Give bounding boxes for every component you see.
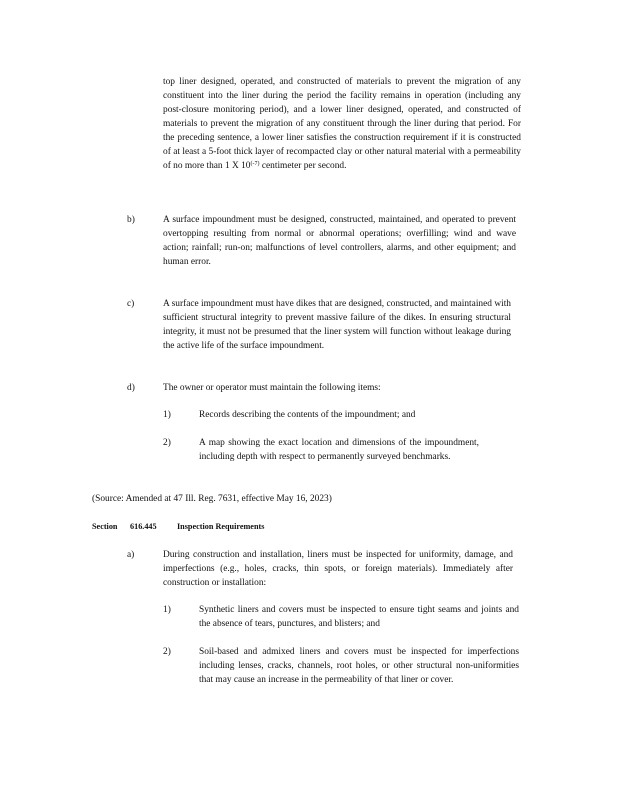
item-d2-text: A map showing the exact location and dimensions of the impoundment, including depth with respect to permanently surveyed benchmarks. (199, 438, 479, 462)
section-label: Section (92, 522, 118, 531)
section-item-a-text: During construction and installation, liners must be inspected for uniformity, damage, and imperfections (e.g., holes, cracks, thin spots, or foreign materials). Immediately after construction or installation: (163, 550, 513, 588)
item-d2-marker: 2) (163, 438, 171, 448)
item-c-marker: c) (127, 299, 135, 309)
item-b-text: A surface impoundment must be designed, constructed, maintained, and operated to prevent overtopping resulting from normal or abnormal operations; overfilling; wind and wave action; rainfall; run-on; malfunctions of level controllers, alarms, and other equipment; and human error. (163, 215, 516, 267)
section-item-a1-text: Synthetic liners and covers must be inspected to ensure tight seams and joints and the absence of tears, punctures, and blisters; and (199, 605, 519, 629)
item-c-text: A surface impoundment must have dikes that are designed, constructed, and maintained with sufficient structural integrity to prevent massive failure of the dikes. In ensuring structural integrity, it must not be presumed that the liner system will function without leakage during the active life of the surface impoundment. (163, 299, 511, 351)
continuation-tail: centimeter per second. (259, 161, 347, 171)
section-title: Inspection Requirements (177, 522, 265, 531)
item-d1-text: Records describing the contents of the impoundment; and (199, 410, 416, 420)
source-note: (Source: Amended at 47 Ill. Reg. 7631, effective May 16, 2023) (92, 494, 332, 504)
section-number: 616.445 (130, 522, 157, 531)
section-item-a2-marker: 2) (163, 647, 171, 657)
permeability-exponent: (-7) (250, 161, 260, 167)
section-item-a2-text: Soil-based and admixed liners and covers must be inspected for imperfections including lenses, cracks, channels, root holes, or other structural non-uniformities that may cause an increase in the permeability of that liner or cover. (199, 647, 519, 685)
section-item-a1-marker: 1) (163, 605, 171, 615)
item-d-text: The owner or operator must maintain the following items: (163, 383, 381, 393)
item-d-marker: d) (127, 383, 135, 393)
item-d1-marker: 1) (163, 410, 171, 420)
continuation-paragraph (163, 75, 521, 173)
continuation-text: top liner designed, operated, and constructed of materials to prevent the migration of any constituent into the liner during the period the facility remains in operation (including any post-closure monitoring period), and a lower liner designed, operated, and constructed of materials to prevent the migration of any constituent through the liner during that period. For the preceding sentence, a lower liner satisfies the construction requirement if it is constructed of at least a 5-foot thick layer of recompacted clay or other natural material with a permeability of no more than 1 X 10 (163, 77, 521, 171)
section-item-a-marker: a) (127, 550, 135, 560)
item-b-marker: b) (127, 215, 135, 225)
